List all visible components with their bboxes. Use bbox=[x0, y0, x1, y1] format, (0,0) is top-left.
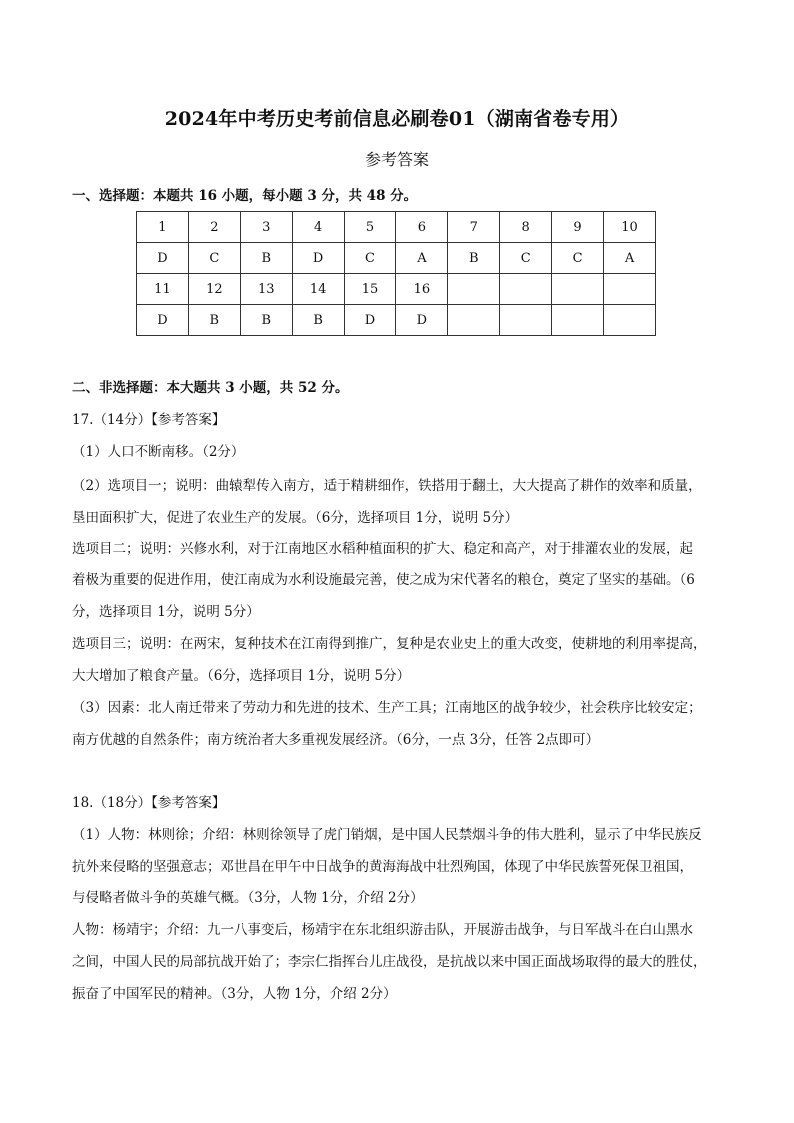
section1-heading: 一、选择题：本题共 16 小题，每小题 3 分，共 48 分。 bbox=[72, 188, 418, 204]
page-subtitle: 参考答案 bbox=[364, 150, 429, 169]
q17-part2-line: 选项目二；说明：兴修水利，对于江南地区水稻种植面积的扩大、稳定和高产，对于排灌农业的发展，起 bbox=[72, 541, 693, 557]
answer-table bbox=[136, 211, 656, 336]
answer-table-cell: 2 bbox=[188, 212, 240, 243]
q17-part2-line: 分，选择项目 1分，说明 5分） bbox=[72, 604, 260, 620]
answer-table-row bbox=[137, 274, 656, 305]
answer-table-cell: C bbox=[344, 243, 396, 274]
q17-part3-line: （3）因素：北人南迁带来了劳动力和先进的技术、生产工具；江南地区的战争较少，社会秩序比较安定； bbox=[72, 700, 702, 716]
q17-part2-line: 着极为重要的促进作用，使江南成为水利设施最完善，使之成为宋代著名的粮仓，奠定了坚实的基础。（6 bbox=[72, 572, 695, 588]
answer-table-cell: B bbox=[448, 243, 500, 274]
answer-table-cell bbox=[500, 305, 552, 336]
answer-table-cell: B bbox=[292, 305, 344, 336]
answer-table-cell: D bbox=[396, 305, 448, 336]
q18-part1-line: （1）人物：林则徐；介绍：林则徐领导了虎门销烟，是中国人民禁烟斗争的伟大胜利，显示了中华民族反 bbox=[72, 827, 702, 843]
answer-table-cell: D bbox=[344, 305, 396, 336]
answer-table-cell: 3 bbox=[240, 212, 292, 243]
answer-table-cell bbox=[552, 305, 604, 336]
answer-table-cell: 7 bbox=[448, 212, 500, 243]
answer-table-cell: 10 bbox=[604, 212, 656, 243]
answer-table-cell: D bbox=[292, 243, 344, 274]
answer-table-cell: A bbox=[396, 243, 448, 274]
answer-table-cell: D bbox=[137, 243, 189, 274]
answer-table-row bbox=[137, 305, 656, 336]
answer-table-cell bbox=[604, 274, 656, 305]
q18-part1-line: 人物：杨靖宇；介绍：九一八事变后，杨靖宇在东北组织游击队，开展游击战争，与日军战斗在白山黑水 bbox=[72, 922, 693, 938]
answer-table-cell: 13 bbox=[240, 274, 292, 305]
q17-part2-line: 垦田面积扩大，促进了农业生产的发展。（6分，选择项目 1分，说明 5分） bbox=[72, 510, 519, 526]
answer-table-cell bbox=[552, 274, 604, 305]
answer-table-cell: 5 bbox=[344, 212, 396, 243]
q18-part1-line: 抗外来侵略的坚强意志；邓世昌在甲午中日战争的黄海海战中壮烈殉国，体现了中华民族誓死保卫祖国， bbox=[72, 859, 693, 875]
answer-table-cell: B bbox=[240, 305, 292, 336]
answer-table-cell: B bbox=[240, 243, 292, 274]
answer-table-cell: 14 bbox=[292, 274, 344, 305]
answer-table-cell bbox=[500, 274, 552, 305]
answer-table-cell bbox=[604, 305, 656, 336]
q17-part2-line: 选项目三；说明：在两宋，复种技术在江南得到推广，复种是农业史上的重大改变，使耕地的利用率提高， bbox=[72, 636, 707, 652]
answer-table-row bbox=[137, 243, 656, 274]
q17-heading: 17.（14分）【参考答案】 bbox=[72, 412, 226, 428]
section2-heading: 二、非选择题：本大题共 3 小题，共 52 分。 bbox=[72, 380, 349, 396]
q18-part1-line: 振奋了中国军民的精神。（3分，人物 1分，介绍 2分） bbox=[72, 986, 397, 1002]
q18-heading: 18.（18分）【参考答案】 bbox=[72, 795, 226, 811]
answer-table-cell: B bbox=[188, 305, 240, 336]
answer-table-cell: A bbox=[604, 243, 656, 274]
answer-table-cell: 16 bbox=[396, 274, 448, 305]
answer-table-cell: 11 bbox=[137, 274, 189, 305]
answer-table-cell: C bbox=[500, 243, 552, 274]
q17-part2-line: （2）选项目一；说明：曲辕犁传入南方，适于精耕细作，铁搭用于翻土，大大提高了耕作的效率和质量， bbox=[72, 478, 702, 494]
answer-table-cell: D bbox=[137, 305, 189, 336]
answer-table-cell: 4 bbox=[292, 212, 344, 243]
q17-part1: （1）人口不断南移。（2分） bbox=[72, 444, 245, 460]
q18-part1-line: 之间，中国人民的局部抗战开始了；李宗仁指挥台儿庄战役，是抗战以来中国正面战场取得的最大的胜仗， bbox=[72, 954, 707, 970]
answer-table-cell: C bbox=[188, 243, 240, 274]
answer-table-cell: 12 bbox=[188, 274, 240, 305]
q17-part2-line: 大大增加了粮食产量。（6分，选择项目 1分，说明 5分） bbox=[72, 668, 411, 684]
answer-table-row bbox=[137, 212, 656, 243]
q18-part1-line: 与侵略者做斗争的英雄气概。（3分，人物 1分，介绍 2分） bbox=[72, 890, 424, 906]
answer-table-cell bbox=[448, 305, 500, 336]
answer-table-cell: 15 bbox=[344, 274, 396, 305]
page-title: 2024年中考历史考前信息必刷卷01（湖南省卷专用） bbox=[164, 108, 630, 130]
q17-part3-line: 南方优越的自然条件；南方统治者大多重视发展经济。（6分，一点 3分，任答 2点即可） bbox=[72, 732, 600, 748]
answer-table-cell bbox=[448, 274, 500, 305]
answer-table-cell: C bbox=[552, 243, 604, 274]
answer-table-cell: 6 bbox=[396, 212, 448, 243]
answer-table-cell: 9 bbox=[552, 212, 604, 243]
answer-table-cell: 8 bbox=[500, 212, 552, 243]
answer-table-cell: 1 bbox=[137, 212, 189, 243]
